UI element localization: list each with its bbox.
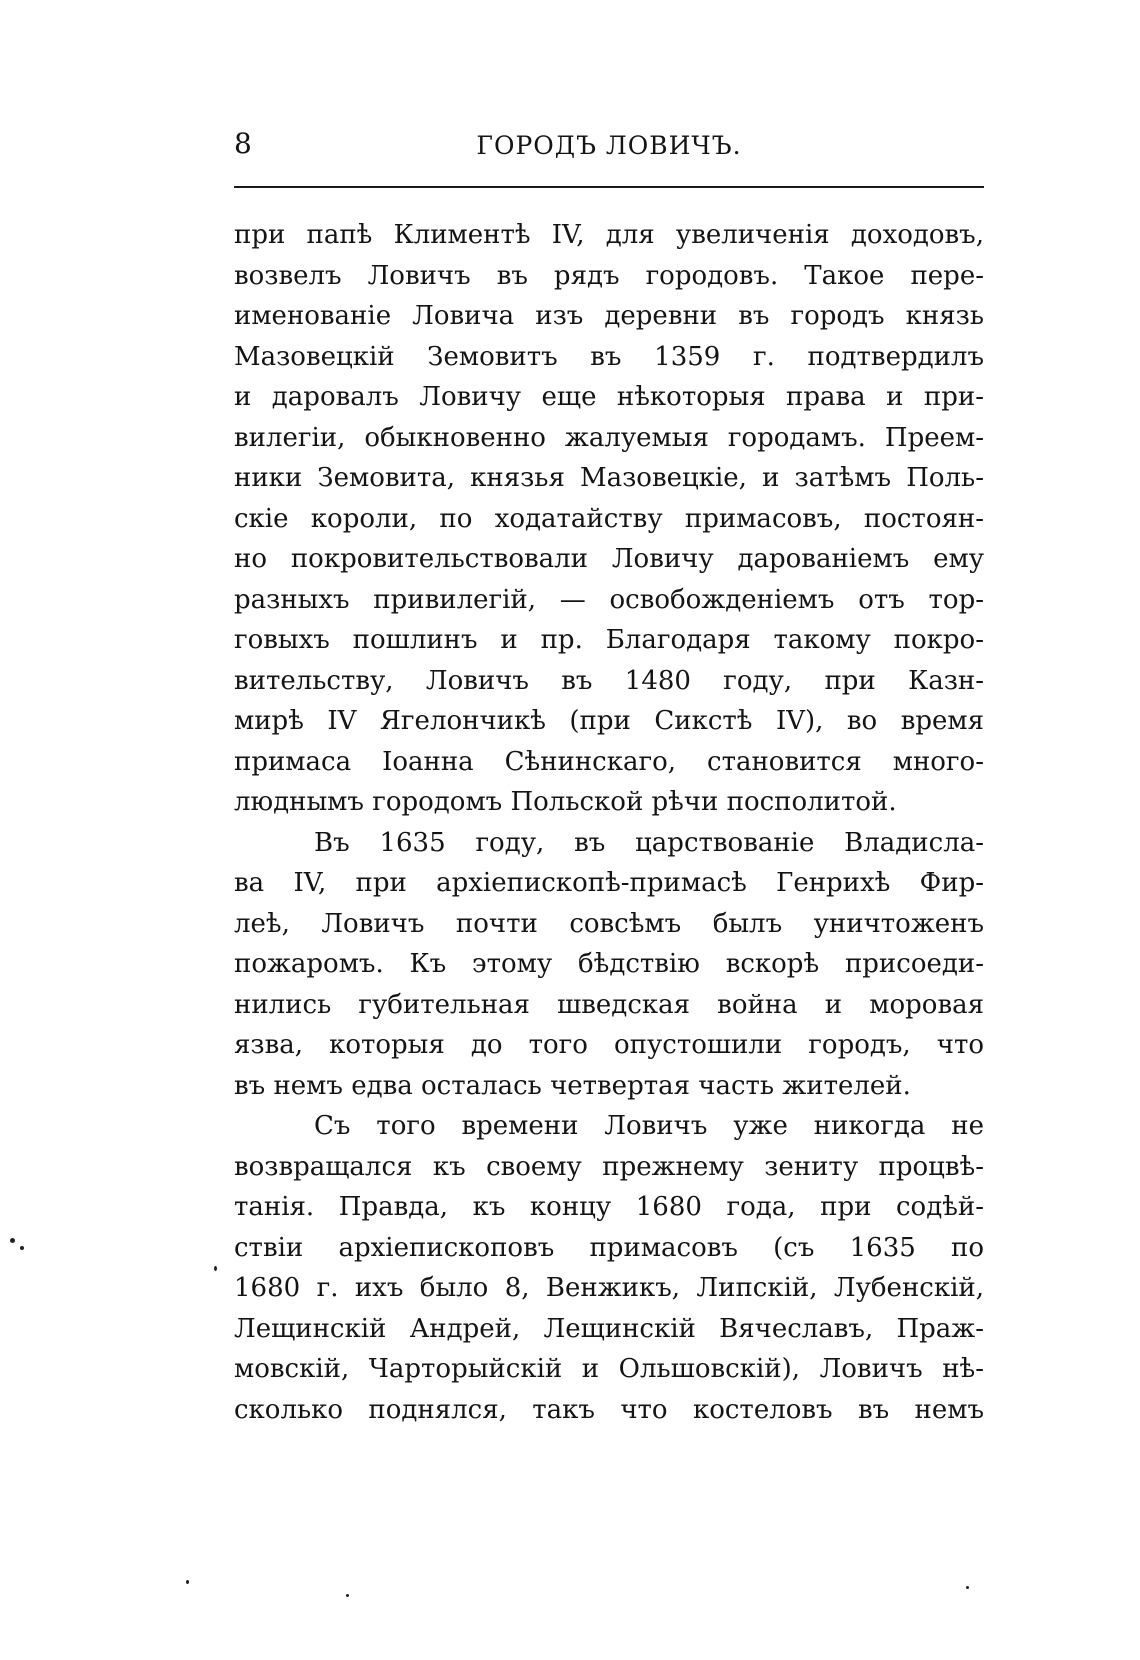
scan-speck — [214, 1266, 217, 1271]
page-number: 8 — [234, 127, 252, 160]
scan-speck — [966, 1586, 969, 1589]
scan-speck — [346, 1594, 349, 1597]
text-line: нились губительная шведская война и моровая — [234, 989, 984, 1020]
text-line: при папѣ Климентѣ IV, для увеличенія доходовъ, — [234, 220, 984, 250]
scan-speck — [186, 1580, 189, 1584]
text-line: вительству, Ловичъ въ 1480 году, при Казн- — [234, 665, 984, 696]
scan-speck — [10, 1238, 15, 1243]
text-line: пожаромъ. Къ этому бѣдствію вскорѣ присоеди- — [234, 949, 984, 979]
text-line: въ немъ едва осталась четвертая часть жителей. — [234, 1070, 911, 1101]
text-line: вилегіи, обыкновенно жалуемыя городамъ. Преем- — [234, 422, 984, 453]
text-line: Въ 1635 году, въ царствованіе Владисла- — [314, 827, 984, 858]
body-text — [234, 215, 984, 1430]
text-line: возвращался къ своему прежнему зениту процвѣ- — [234, 1151, 984, 1182]
text-line: и даровалъ Ловичу еще нѣкоторыя права и при- — [234, 382, 984, 412]
text-line: мовскій, Чарторыйскій и Ольшовскій), Ловичъ нѣ- — [234, 1354, 984, 1384]
text-line: говыхъ пошлинъ и пр. Благодаря такому покро- — [234, 625, 984, 655]
text-line: 1680 г. ихъ было 8, Венжикъ, Липскій, Лубенскій, — [234, 1273, 984, 1303]
text-line: танія. Правда, къ концу 1680 года, при содѣй- — [234, 1192, 984, 1222]
text-line: леѣ, Ловичъ почти совсѣмъ былъ уничтоженъ — [234, 908, 984, 939]
running-title: ГОРОДЪ ЛОВИЧЪ. — [476, 131, 742, 160]
text-line: ствіи архіепископовъ примасовъ (съ 1635 по — [234, 1232, 984, 1263]
scan-speck — [20, 1246, 24, 1250]
text-line: скіе короли, по ходатайству примасовъ, постоян- — [234, 503, 984, 534]
text-line: разныхъ привилегій, — освобожденіемъ отъ тор- — [234, 584, 984, 615]
text-line: язва, которыя до того опустошили городъ, что — [234, 1030, 984, 1060]
text-line: именованіе Ловича изъ деревни въ городъ князь — [234, 301, 984, 331]
text-line: но покровительствовали Ловичу дарованіемъ ему — [234, 544, 984, 574]
text-line: ники Земовита, князья Мазовецкіе, и затѣмъ Поль- — [234, 463, 984, 493]
text-line: примаса Іоанна Сѣнинскаго, становится много- — [234, 746, 984, 777]
text-line: мирѣ IV Ягелончикѣ (при Сикстѣ IV), во время — [234, 706, 984, 736]
text-line: Лещинскій Андрей, Лещинскій Вячеславъ, Праж- — [234, 1313, 984, 1344]
text-line: люднымъ городомъ Польской рѣчи посполитой. — [234, 787, 897, 817]
text-line: возвелъ Ловичъ въ рядъ городовъ. Такое пере- — [234, 260, 984, 291]
text-line: сколько поднялся, такъ что костеловъ въ немъ — [234, 1394, 984, 1425]
text-line: ва IV, при архіепископѣ-примасѣ Генрихѣ Фир- — [234, 868, 984, 898]
text-line: Мазовецкій Земовитъ въ 1359 г. подтвердилъ — [234, 341, 984, 372]
page-header — [234, 128, 984, 168]
text-line: Съ того времени Ловичъ уже никогда не — [314, 1111, 984, 1141]
header-rule — [234, 186, 984, 188]
